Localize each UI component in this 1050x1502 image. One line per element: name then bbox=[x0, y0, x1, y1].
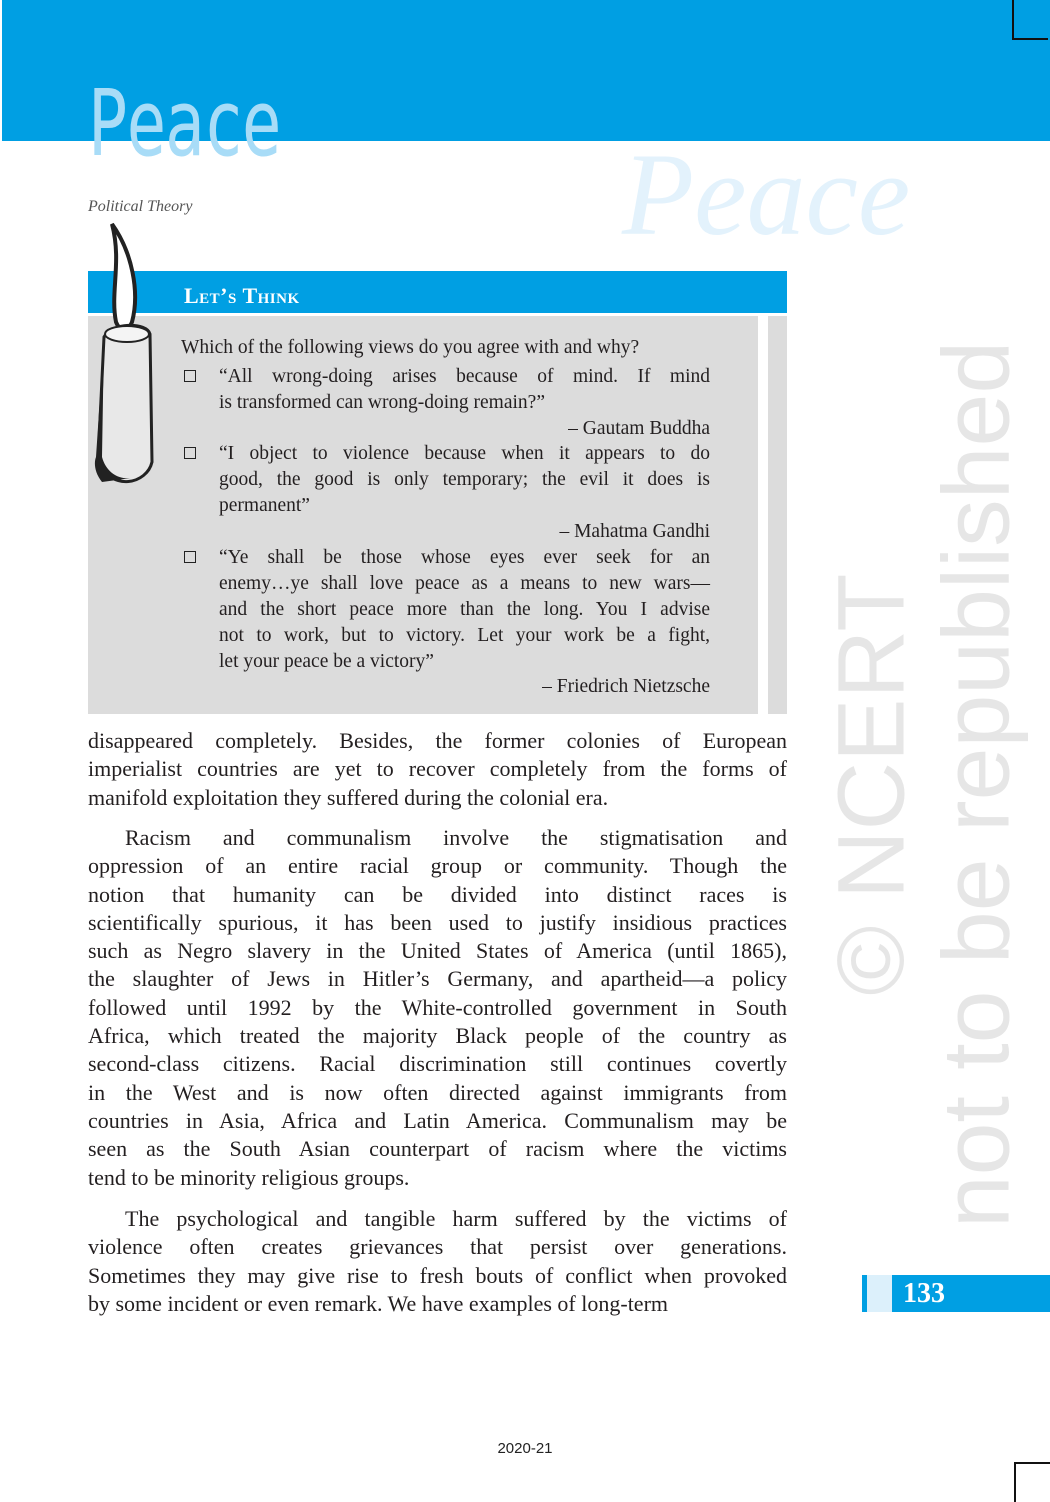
book-name: Political Theory bbox=[88, 198, 193, 215]
body-line: oppression of an entire racial group or community. Though the bbox=[88, 853, 787, 879]
page-number-tab bbox=[862, 1275, 1050, 1312]
checkbox-icon[interactable] bbox=[184, 551, 196, 563]
body-line: Africa, which treated the majority Black people of the country as bbox=[88, 1023, 787, 1049]
body-paragraph bbox=[88, 1205, 787, 1318]
body-line: violence often creates grievances that persist over generations. bbox=[88, 1234, 787, 1260]
body-line: by some incident or even remark. We have examples of long-term bbox=[88, 1290, 669, 1316]
quote-line: is transformed can wrong-doing remain?” bbox=[219, 392, 545, 413]
checkbox-icon[interactable] bbox=[184, 370, 196, 382]
lets-think-title: Let’s Think bbox=[184, 283, 300, 308]
quote-line: good, the good is only temporary; the evil it does is bbox=[219, 469, 710, 490]
quote-line: enemy…ye shall love peace as a means to new wars— bbox=[219, 573, 710, 594]
candle-icon bbox=[92, 222, 162, 494]
checkbox-icon[interactable] bbox=[184, 447, 196, 459]
chapter-title: Peace bbox=[88, 70, 281, 177]
page-number: 133 bbox=[903, 1278, 945, 1309]
quote-line: “All wrong-doing arises because of mind. If mind bbox=[219, 366, 710, 387]
body-line: tend to be minority religious groups. bbox=[88, 1164, 410, 1190]
quote-attribution: – Mahatma Gandhi bbox=[559, 521, 710, 542]
lets-think-box bbox=[88, 316, 758, 714]
lets-think-header bbox=[88, 271, 787, 313]
body-line: in the West and is now often directed against immigrants from bbox=[88, 1079, 787, 1105]
page-tab-accent bbox=[867, 1275, 892, 1312]
body-line: The psychological and tangible harm suffered by the victims of bbox=[125, 1206, 787, 1231]
quote-line: “Ye shall be those whose eyes ever seek for an bbox=[219, 547, 710, 568]
body-line: imperialist countries are yet to recover completely from the forms of bbox=[88, 756, 787, 782]
body-line: second-class citizens. Racial discrimination still continues covertly bbox=[88, 1051, 787, 1077]
box-question: Which of the following views do you agree with and why? bbox=[181, 337, 640, 358]
body-line: followed until 1992 by the White-controlled government in South bbox=[88, 994, 787, 1020]
watermark-line-1: © NCERT bbox=[818, 573, 925, 996]
body-line: Sometimes they may give rise to fresh bouts of conflict when provoked bbox=[88, 1262, 787, 1288]
quote-line: “I object to violence because when it appears to do bbox=[219, 443, 710, 464]
watermark-line-2: not to be republished bbox=[923, 340, 1030, 1229]
body-line: Racism and communalism involve the stigmatisation and bbox=[125, 825, 787, 850]
crop-mark-top-right bbox=[1012, 0, 1048, 40]
quote-line: and the short peace more than the long. You I advise bbox=[219, 599, 710, 620]
body-line: scientifically spurious, it has been used to justify insidious practices bbox=[88, 909, 787, 935]
body-paragraph bbox=[88, 824, 787, 1192]
quote-attribution: – Gautam Buddha bbox=[568, 418, 710, 439]
quote-line: permanent” bbox=[219, 495, 310, 516]
body-line: such as Negro slavery in the United States of America (until 1865), bbox=[88, 938, 787, 964]
box-side-strip bbox=[768, 316, 787, 714]
quote-line: not to work, but to victory. Let your work be a fight, bbox=[219, 625, 710, 646]
quote-attribution: – Friedrich Nietzsche bbox=[542, 676, 710, 697]
body-line: disappeared completely. Besides, the former colonies of European bbox=[88, 728, 787, 753]
crop-mark-bottom-right bbox=[1014, 1462, 1050, 1502]
ghost-chapter-title: Peace bbox=[622, 129, 911, 260]
body-line: notion that humanity can be divided into distinct races is bbox=[88, 881, 787, 907]
body-paragraph bbox=[88, 727, 787, 812]
body-line: seen as the South Asian counterpart of racism where the victims bbox=[88, 1136, 787, 1162]
footer-year: 2020-21 bbox=[497, 1440, 553, 1457]
body-line: the slaughter of Jews in Hitler’s Germany, and apartheid—a policy bbox=[88, 966, 787, 992]
quote-line: let your peace be a victory” bbox=[219, 651, 434, 672]
body-line: manifold exploitation they suffered during the colonial era. bbox=[88, 784, 609, 810]
body-line: countries in Asia, Africa and Latin America. Communalism may be bbox=[88, 1107, 787, 1133]
